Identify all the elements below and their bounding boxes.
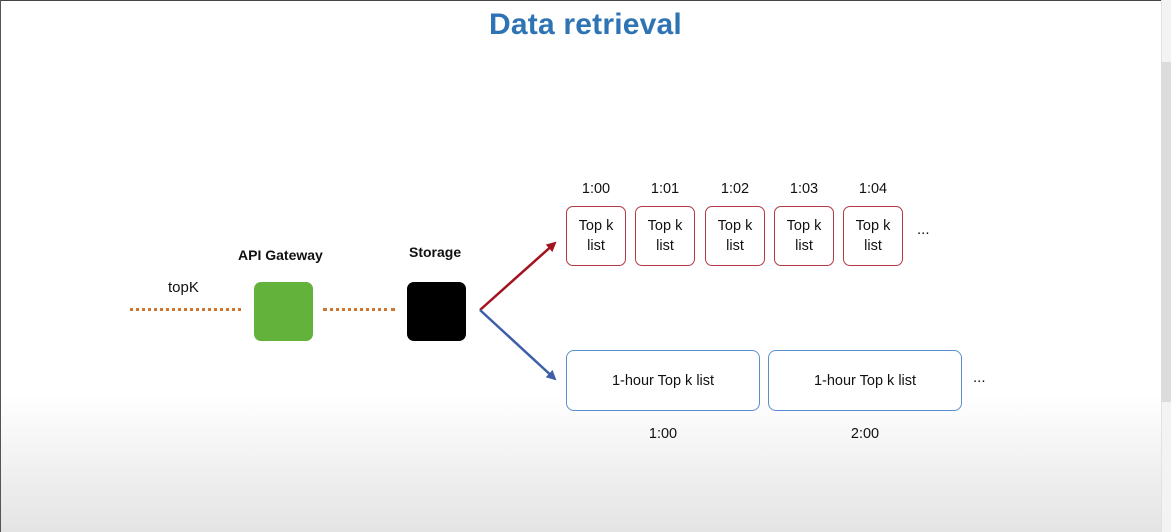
hour-topk-list-label: 1-hour Top k list [611,372,715,389]
minute-time-3: 1:03 [789,181,819,197]
hour-lists-ellipsis: ... [973,369,986,386]
minute-time-1: 1:01 [650,181,680,197]
minute-topk-list-4[interactable] [843,206,903,266]
hour-topk-list-1[interactable] [768,350,962,411]
arrow-to-hour-lists [480,310,555,379]
minute-topk-list-label: Top k list [578,218,614,254]
hour-time-1: 2:00 [850,426,880,442]
storage-label: Storage [409,244,462,260]
api-gateway-node[interactable] [254,282,313,341]
arrow-to-minute-lists [480,243,555,310]
client-gateway-connector [130,308,241,311]
hour-time-0: 1:00 [648,426,678,442]
minute-time-0: 1:00 [581,181,611,197]
topk-query-label: topK [168,279,199,296]
slide-title: Data retrieval [489,8,682,41]
minute-topk-list-2[interactable] [705,206,765,266]
hour-topk-list-label: 1-hour Top k list [813,372,917,389]
minute-topk-list-label: Top k list [717,218,753,254]
storage-node[interactable] [407,282,466,341]
minute-topk-list-label: Top k list [647,218,683,254]
minute-time-4: 1:04 [858,181,888,197]
api-gateway-label: API Gateway [238,247,323,263]
minute-topk-list-3[interactable] [774,206,834,266]
gateway-storage-connector [323,308,395,311]
minute-topk-list-label: Top k list [855,218,891,254]
hour-topk-list-0[interactable] [566,350,760,411]
minute-time-2: 1:02 [720,181,750,197]
minute-topk-list-1[interactable] [635,206,695,266]
minute-lists-ellipsis: ... [917,221,930,238]
minute-topk-list-0[interactable] [566,206,626,266]
minute-topk-list-label: Top k list [786,218,822,254]
